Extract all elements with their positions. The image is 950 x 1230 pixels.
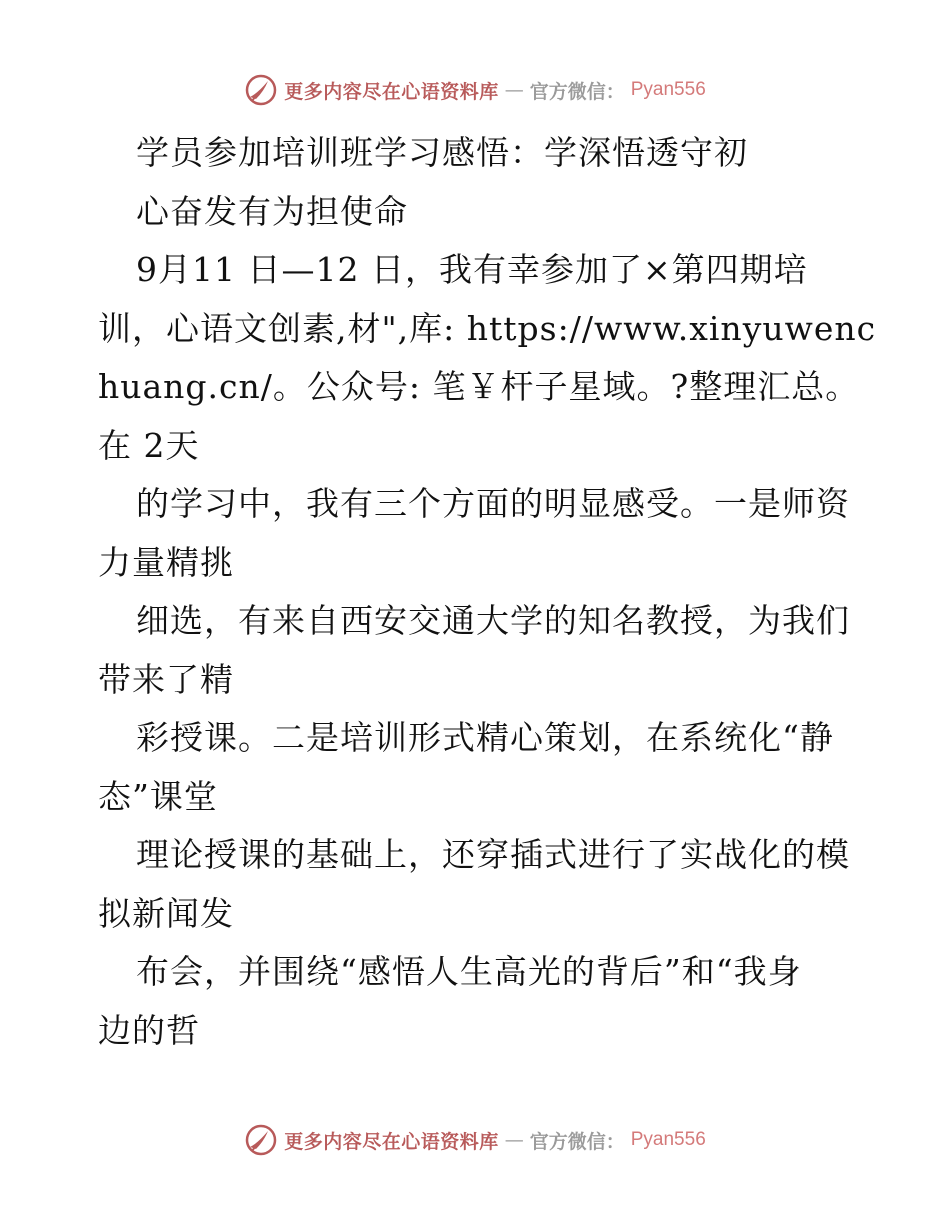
footer-banner: [0, 1120, 950, 1160]
paragraph-line: 细选，有来自西安交通大学的知名教授，为我们: [136, 601, 850, 640]
banner-separator: —: [504, 79, 524, 101]
banner-separator: —: [504, 1129, 524, 1151]
paragraph-line: 在 2天: [98, 425, 200, 465]
paragraph-line: 9月11 日—12 日，我有幸参加了×第四期培: [136, 250, 808, 289]
article-body: [98, 124, 877, 1060]
banner-text: 更多内容尽在心语资料库: [284, 1130, 499, 1153]
paragraph-line: 理论授课的基础上，还穿插式进行了实战化的模: [136, 835, 850, 874]
title-line-2: 心奋发有为担使命: [136, 191, 408, 231]
banner-wechat-label: 官方微信：: [529, 1130, 625, 1153]
paragraph-line: huang.cn/。公众号: 笔￥杆子星域。?整理汇总。: [98, 367, 860, 406]
paragraph-line: 训，心语文创素,材",库: https://www.xinyuwenc: [98, 308, 877, 348]
paragraph-line: 彩授课。二是培训形式精心策划，在系统化“静: [136, 718, 834, 757]
paragraph-line: 带来了精: [98, 659, 234, 699]
title-line-1: 学员参加培训班学习感悟：学深悟透守初: [136, 133, 748, 172]
banner-wechat-label: 官方微信：: [529, 80, 625, 103]
banner-text: 更多内容尽在心语资料库: [284, 80, 499, 103]
banner-wechat-id: Pyan556: [630, 79, 706, 100]
paragraph-line: 拟新闻发: [98, 893, 234, 933]
paragraph-line: 布会，并围绕“感悟人生高光的背后”和“我身: [136, 952, 802, 991]
paragraph-line: 边的哲: [98, 1010, 200, 1050]
header-banner: [0, 70, 950, 110]
quill-logo-icon: [244, 1123, 278, 1157]
paragraph-line: 力量精挑: [98, 542, 234, 582]
paragraph-line: 态”课堂: [98, 776, 218, 816]
quill-logo-icon: [244, 73, 278, 107]
paragraph-line: 的学习中，我有三个方面的明显感受。一是师资: [136, 484, 850, 523]
banner-wechat-id: Pyan556: [630, 1129, 706, 1150]
